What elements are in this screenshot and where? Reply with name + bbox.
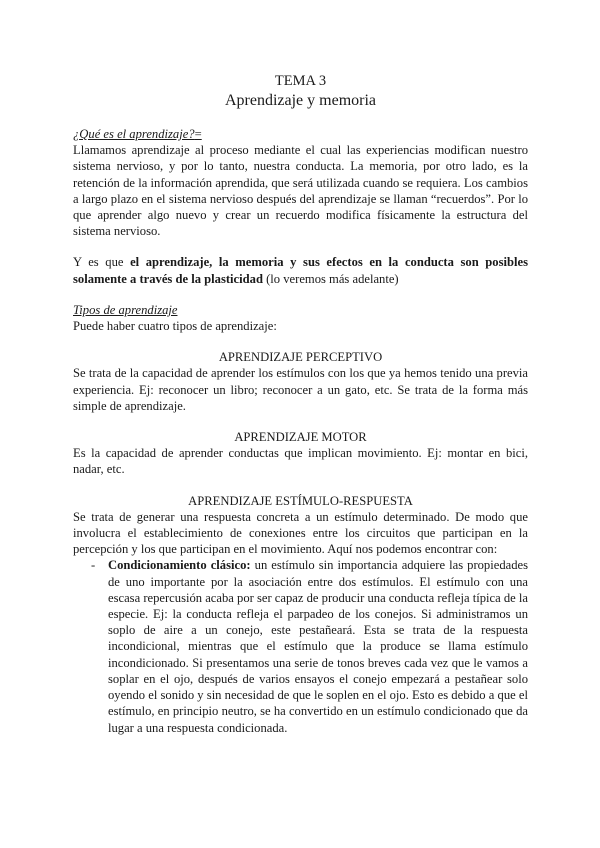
section-heading-perceptivo: APRENDIZAJE PERCEPTIVO xyxy=(218,350,383,365)
section-text-perceptivo: Se trata de la capacidad de aprender los estímulos con los que ya hemos tenido una previa experiencia. Ej: reconocer un libro; reconocer a un gato, etc. Se trata de la forma más simple de aprendizaje. xyxy=(73,366,528,413)
tipos-heading: Tipos de aprendizaje xyxy=(73,302,178,317)
conditioning-list xyxy=(73,557,528,735)
key-statement xyxy=(73,254,528,286)
document-title xyxy=(73,72,528,111)
list-bullet: - xyxy=(91,558,96,573)
topic-number: TEMA 3 xyxy=(274,73,327,89)
key-statement-suffix: (lo veremos más adelante) xyxy=(262,271,399,286)
key-statement-bold: el aprendizaje, la memoria y sus efectos en la conducta son posibles solamente a través de la plasticidad xyxy=(73,255,528,286)
intro-question xyxy=(73,126,528,142)
list-item-text: un estímulo sin importancia adquiere las propiedades de uno importante por la asociación entre dos estímulos. El estímulo con una escasa repercusión acaba por ser capaz de producir una conducta refleja típica de la especie. Ej: la conducta refleja el parpadeo de los conejos. Si administramos un soplo de aire a un conejo, este pestañeará. Esta se trata de la respuesta incondicional, mientras que el estímulo que la produce se llama estímulo incondicionado. Si presentamos una serie de tonos breves cada vez que le vamos a soplar en el ojo, después de varios ensayos el conejo empezará a pestañear solo oyendo el sonido y sin necesidad de que le soplen en el ojo. Esto es debido a que el estímulo, en principio neutro, se ha convertido en un estímulo condicionado que da lugar a una respuesta condicionada. xyxy=(108,558,528,735)
tipos-intro: Puede haber cuatro tipos de aprendizaje: xyxy=(73,319,277,334)
intro-paragraph: Llamamos aprendizaje al proceso mediante el cual las experiencias modifican nuestro sistema nervioso, y por lo tanto, nuestra conducta. La memoria, por otro lado, es la retención de la información aprendida, que será utilizada cuando se requiera. Los cambios a largo plazo en el sistema nervioso después del aprendizaje se llaman “recuerdos”. Por lo que aprender algo nuevo y crear un recuerdo modifica físicamente la estructura del sistema nervioso. xyxy=(73,143,528,239)
section-text-estimulo: Se trata de generar una respuesta concreta a un estímulo determinado. De modo que involucra el establecimiento de conexiones entre los circuitos que participan en la percepción y los que participan en el movimiento. Aquí nos podemos encontrar con: xyxy=(73,509,528,557)
list-item xyxy=(73,557,528,735)
intro-question-suffix: = xyxy=(194,127,202,141)
intro-question-text: ¿Qué es el aprendizaje? xyxy=(73,127,195,141)
topic-title: Aprendizaje y memoria xyxy=(224,92,377,109)
section-heading-estimulo: APRENDIZAJE ESTÍMULO-RESPUESTA xyxy=(188,493,413,508)
section-text-motor: Es la capacidad de aprender conductas que implican movimiento. Ej: montar en bici, nadar, etc. xyxy=(73,446,528,477)
section-heading-motor: APRENDIZAJE MOTOR xyxy=(234,430,367,445)
key-statement-prefix: Y es que xyxy=(73,255,131,270)
list-item-term: Condicionamiento clásico: xyxy=(108,558,251,573)
